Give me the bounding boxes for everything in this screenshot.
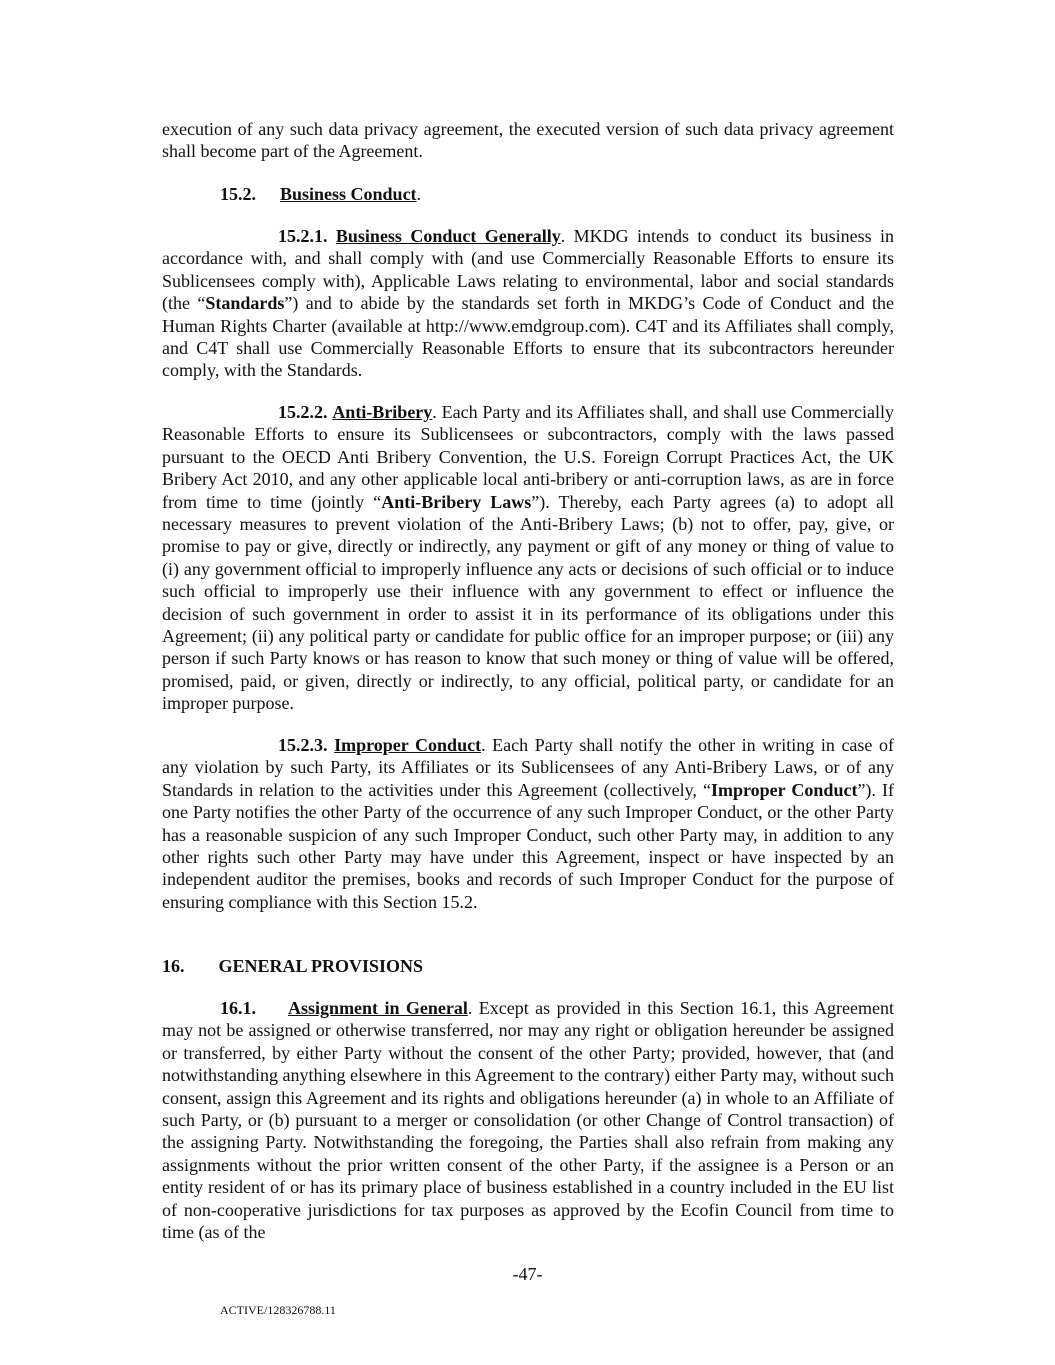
- paragraph-15-2-2: [162, 401, 894, 715]
- paragraph-text: ”). Thereby, each Party agrees (a) to adopt all necessary measures to prevent violation of the Anti-Bribery Laws; (b) not to offer, pay, give, or promise to pay or give, directly or indirectly, any payment or gift of any money or thing of value to (i) any government official to improperly influence any acts or decisions of such official or to induce such official to improperly use their influence with any government to effect or influence the decision of such government in order to assist it in its performance of its obligations under this Agreement; (ii) any political party or candidate for public office for an improper purpose; or (iii) any person if such Party knows or has reason to know that such money or thing of value will be offered, promised, paid, or given, directly or indirectly, to any official, political party, or candidate for an improper purpose.: [162, 491, 894, 714]
- paragraph-text: . Except as provided in this Section 16.1, this Agreement may not be assigned or otherwise transferred, nor may any right or obligation hereunder be assigned or transferred, by either Party without the consent of the other Party; provided, however, that (and notwithstanding anything elsewhere in this Agreement to the contrary) either Party may, without such consent, assign this Agreement and its rights and obligations hereunder (a) in whole to an Affiliate of such Party, or (b) pursuant to a merger or consolidation (or other Change of Control transaction) of the assigning Party. Notwithstanding the foregoing, the Parties shall also refrain from making any assignments without the prior written consent of the other Party, if the assignee is a Person or an entity resident of or has its primary place of business established in a country included in the EU list of non-cooperative jurisdictions for tax purposes as approved by the Ecofin Council from time to time (as of the: [162, 998, 894, 1243]
- paragraph-text: ”). If one Party notifies the other Party of the occurrence of any such Improper Conduct, or the other Party has a reasonable suspicion of any such Improper Conduct, such other Party may, in addition to any other rights such other Party may have under this Agreement, inspect or have inspected by an independent auditor the premises, books and records of such Improper Conduct for the purpose of ensuring compliance with this Section 15.2.: [162, 779, 894, 912]
- paragraph-16-1: [162, 997, 894, 1243]
- section-title: Business Conduct Generally: [335, 226, 561, 246]
- section-number: 15.2.3.: [278, 735, 328, 755]
- paragraph-text: execution of any such data privacy agreement, the executed version of such data privacy agreement shall become part of the Agreement.: [162, 119, 894, 162]
- paragraph-text: . Each Party shall notify the other in writing in case of any violation by such Party, its Affiliates or its Sublicensees of any Anti-Bribery Laws, or of any Standards in relation to the activities under this Agreement (collectively, “: [162, 735, 895, 800]
- paragraph-text: . Each Party and its Affiliates shall, and shall use Commercially Reasonable Efforts to ensure its Sublicensees or subcontractors, comply with the laws passed pursuant to the OECD Anti Bribery Convention, the U.S. Foreign Corrupt Practices Act, the UK Bribery Act 2010, and any other applicable local anti-bribery or anti-corruption laws, as are in force from time to time (jointly “: [162, 402, 894, 512]
- section-number: 16.1.: [220, 998, 256, 1018]
- section-15-2-3: [162, 734, 894, 913]
- paragraph-15-2-1: [162, 225, 894, 382]
- section-number: 15.2.2.: [278, 402, 328, 422]
- page-number: -47-: [512, 1264, 543, 1284]
- section-title: Business Conduct: [280, 184, 417, 204]
- section-15-2-1: [162, 225, 894, 382]
- paragraph-text: ”) and to abide by the standards set forth in MKDG’s Code of Conduct and the Human Rights Charter (available at http://www.emdgroup.com). C4T and its Affiliates shall comply, and C4T shall use Commercially Reasonable Efforts to ensure that its subcontractors hereunder comply, with the Standards.: [162, 293, 894, 381]
- paragraph-text: . MKDG intends to conduct its business in accordance with, and shall comply with (and use Commercially Reasonable Efforts to ensure its Sublicensees comply with), Applicable Laws relating to environmental, labor and social standards (the “: [162, 226, 895, 314]
- section-16-1: [162, 997, 894, 1243]
- section-number: 15.2.: [220, 184, 256, 204]
- section-title: Improper Conduct: [334, 735, 482, 755]
- section-title-period: .: [416, 184, 422, 204]
- section-number: 15.2.1.: [278, 226, 328, 246]
- section-15-2-heading: [220, 183, 421, 205]
- section-title: Anti-Bribery: [332, 402, 433, 422]
- section-16-heading: [162, 955, 423, 977]
- document-id: ACTIVE/128326788.11: [220, 1303, 336, 1317]
- paragraph-continuation: [162, 118, 894, 163]
- defined-term: Standards: [205, 293, 285, 314]
- paragraph-15-2-3: [162, 734, 894, 913]
- section-title: Assignment in General: [288, 998, 468, 1018]
- section-number: 16.: [162, 956, 185, 976]
- section-title: GENERAL PROVISIONS: [218, 956, 424, 976]
- defined-term: Improper Conduct: [711, 779, 858, 800]
- section-15-2-2: [162, 401, 894, 715]
- defined-term: Anti-Bribery Laws: [381, 491, 532, 512]
